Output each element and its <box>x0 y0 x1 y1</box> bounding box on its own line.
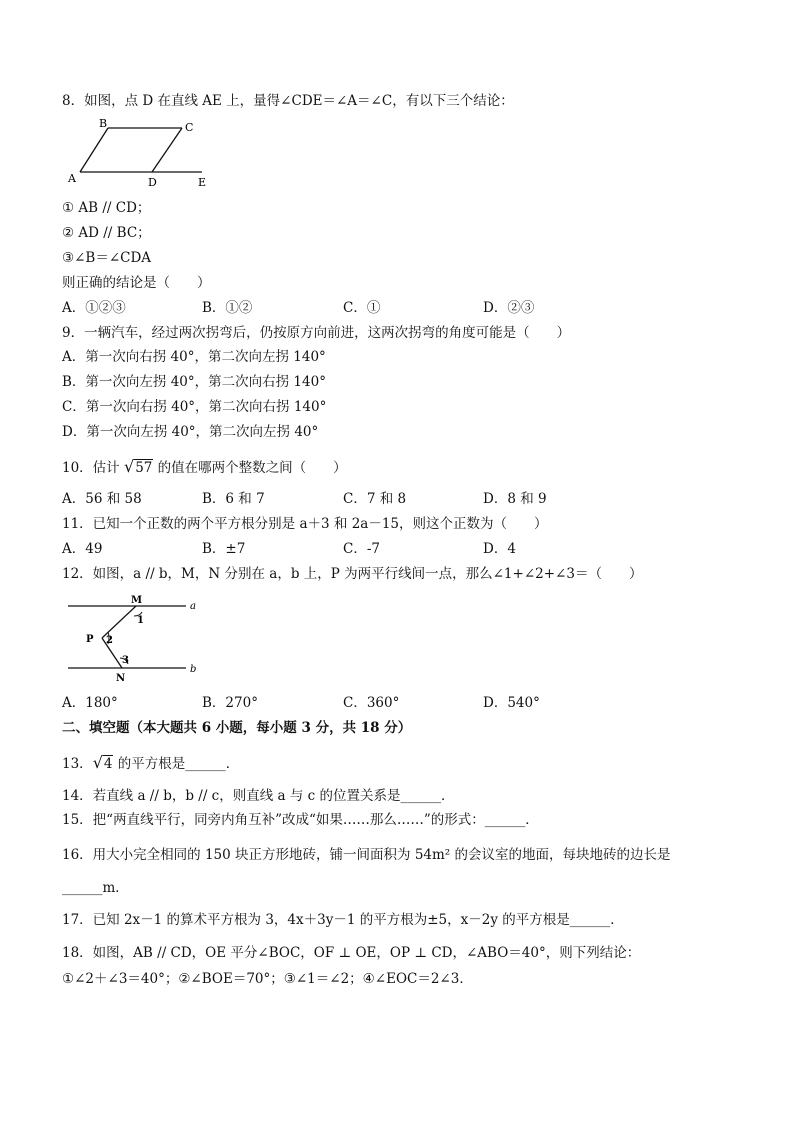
q13-radicand: 4 <box>103 756 113 772</box>
section-heading-fill-in: 二、填空题（本大题共 6 小题，每小题 3 分，共 18 分） <box>62 720 412 736</box>
q8-option-d[interactable]: D．②③ <box>483 300 535 316</box>
q8-label-D: D <box>148 176 157 189</box>
q8-option-a[interactable]: A．①②③ <box>62 300 126 316</box>
q12-option-d[interactable]: D．540° <box>483 695 540 711</box>
q10-stem <box>62 458 347 477</box>
q13-post: 的平方根是______． <box>117 756 240 772</box>
q16-line1: 16．用大小完全相同的 150 块正方形地砖，铺一间面积为 54m² 的会议室的地面，每块地砖的边长是 <box>62 847 671 863</box>
q10-option-d[interactable]: D．8 和 9 <box>483 491 547 507</box>
q8-figure <box>62 114 222 192</box>
q8-conclusion-1: ① AB // CD； <box>62 200 151 216</box>
q8-conclusion-3: ③∠B＝∠CDA <box>62 250 152 266</box>
q18-line1: 18．如图，AB // CD，OE 平分∠BOC，OF ⊥ OE，OP ⊥ CD，∠ABO＝40°，则下列结论： <box>62 945 641 961</box>
q12-label-a: a <box>190 601 196 612</box>
q8-conclusion-2: ② AD // BC； <box>62 225 151 241</box>
q15: 15．把“两直线平行，同旁内角互补”改成“如果……那么……”的形式：______． <box>62 812 539 828</box>
sqrt-symbol: √ <box>92 753 103 772</box>
q9-option-b[interactable]: B．第一次向左拐 40°，第二次向右拐 140° <box>62 374 326 390</box>
q9-option-c[interactable]: C．第一次向右拐 40°，第二次向右拐 140° <box>62 399 327 415</box>
q12-label-1: 1 <box>137 615 144 626</box>
q12-figure <box>62 592 212 682</box>
q11-option-c[interactable]: C．-7 <box>343 541 380 557</box>
q12-option-a[interactable]: A．180° <box>62 695 118 711</box>
q12-label-M: M <box>131 595 143 606</box>
q12-option-c[interactable]: C．360° <box>343 695 400 711</box>
q8-label-C: C <box>185 121 194 134</box>
q10-pre: 10．估计 <box>62 460 120 476</box>
q9-stem: 9．一辆汽车，经过两次拐弯后，仍按原方向前进，这两次拐弯的角度可能是（ ） <box>62 325 571 341</box>
q13 <box>62 754 239 773</box>
q11-option-a[interactable]: A．49 <box>62 541 103 557</box>
q12-option-b[interactable]: B．270° <box>202 695 258 711</box>
q12-label-N: N <box>116 673 126 682</box>
q12-label-P: P <box>86 634 94 645</box>
q11-option-d[interactable]: D．4 <box>483 541 516 557</box>
q11-option-b[interactable]: B．±7 <box>202 541 246 557</box>
q13-pre: 13． <box>62 756 93 772</box>
q14: 14．若直线 a // b，b // c，则直线 a 与 c 的位置关系是______． <box>62 788 455 804</box>
q10-post: 的值在哪两个整数之间（ ） <box>157 460 347 476</box>
q12-label-b: b <box>190 664 197 675</box>
q9-option-d[interactable]: D．第一次向左拐 40°，第二次向左拐 40° <box>62 424 319 440</box>
q8-ask: 则正确的结论是（ ） <box>62 275 211 291</box>
q18-line2: ①∠2＋∠3＝40°；②∠BOE＝70°；③∠1＝∠2；④∠EOC＝2∠3． <box>62 971 473 987</box>
q8-label-A: A <box>68 172 76 185</box>
q10-option-c[interactable]: C．7 和 8 <box>343 491 407 507</box>
q9-option-a[interactable]: A．第一次向右拐 40°，第二次向左拐 140° <box>62 349 326 365</box>
q11-stem: 11．已知一个正数的两个平方根分别是 a＋3 和 2a－15，则这个正数为（ ） <box>62 516 548 532</box>
q10-option-a[interactable]: A．56 和 58 <box>62 491 142 507</box>
q8-option-b[interactable]: B．①② <box>202 300 253 316</box>
q16-line2: ______m． <box>62 880 129 896</box>
q8-stem: 8．如图，点 D 在直线 AE 上，量得∠CDE＝∠A＝∠C，有以下三个结论： <box>62 93 514 109</box>
q8-label-B: B <box>99 117 108 130</box>
q12-stem: 12．如图，a // b，M，N 分别在 a，b 上，P 为两平行线间一点，那么∠1+∠2+∠3＝（ ） <box>62 566 643 582</box>
q8-label-E: E <box>198 176 207 189</box>
q12-label-3: 3 <box>122 655 129 666</box>
sqrt-symbol: √ <box>123 457 135 476</box>
q10-option-b[interactable]: B．6 和 7 <box>202 491 265 507</box>
q12-label-2: 2 <box>106 635 113 646</box>
q8-option-c[interactable]: C．① <box>343 300 381 316</box>
q10-radicand: 57 <box>135 460 153 476</box>
q17: 17．已知 2x－1 的算术平方根为 3，4x＋3y－1 的平方根为±5，x－2y 的平方根是______． <box>62 912 624 928</box>
